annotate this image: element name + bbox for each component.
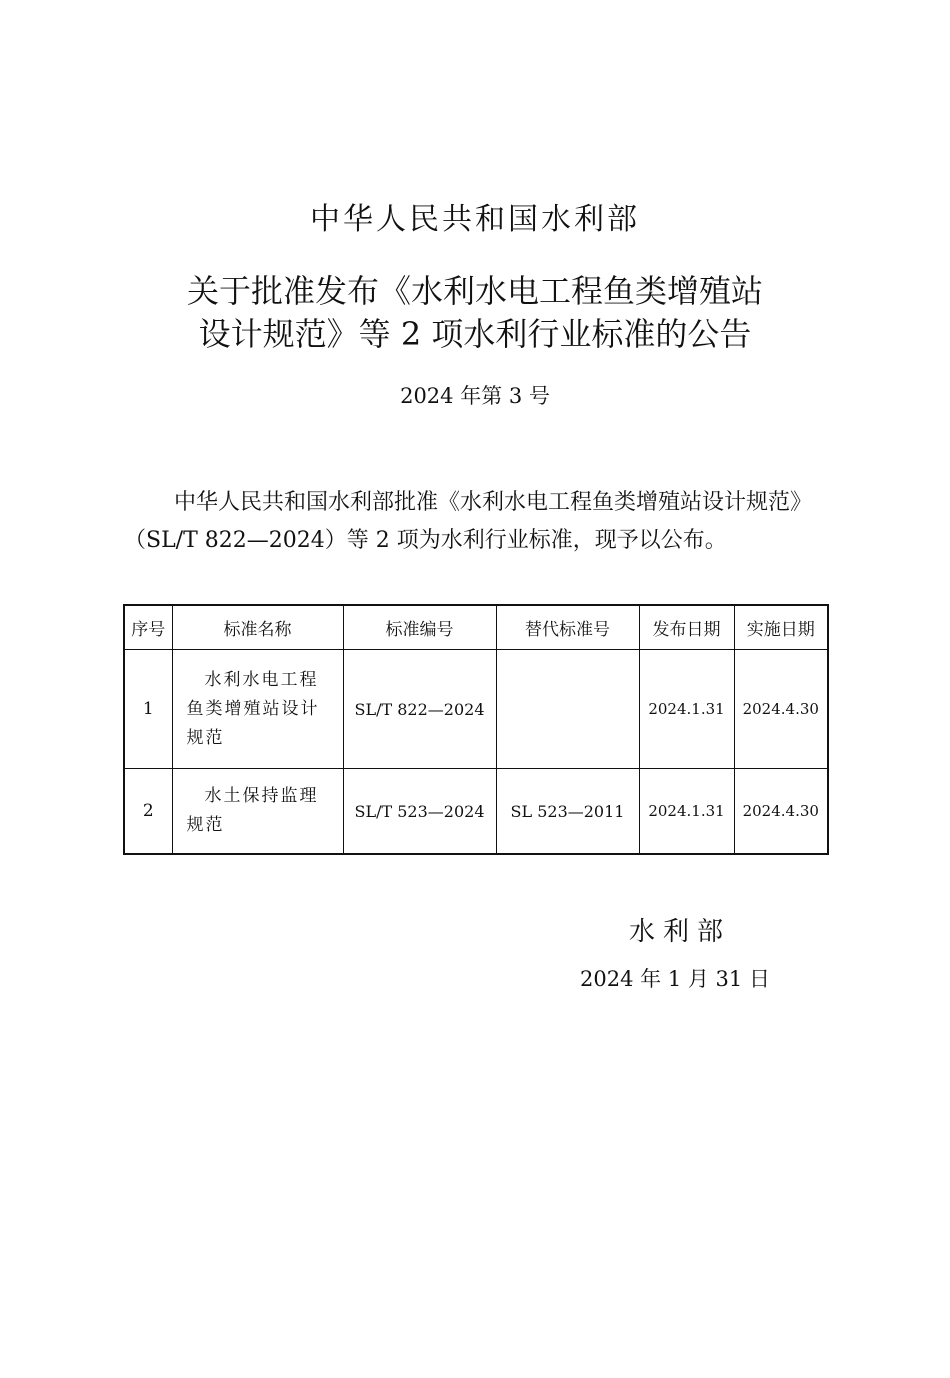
issue-number: 2024 年第 3 号 xyxy=(400,384,550,408)
cell-replaces xyxy=(496,650,639,769)
standards-table xyxy=(123,604,829,855)
cell-effective: 2024.4.30 xyxy=(734,650,828,769)
cell-name-text: 水利水电工程鱼类增殖站设计规范 xyxy=(186,669,320,748)
cell-name xyxy=(172,769,343,855)
cell-name xyxy=(172,650,343,769)
signature-ministry: 水利部 xyxy=(628,917,731,947)
cell-code: SL/T 822—2024 xyxy=(343,650,496,769)
announcement-body xyxy=(124,484,827,560)
cell-replaces: SL 523—2011 xyxy=(496,769,639,855)
announcement-title-line1: 关于批准发布《水利水电工程鱼类增殖站 xyxy=(186,272,763,310)
signature-date: 2024 年 1 月 31 日 xyxy=(580,967,770,991)
header-code: 标准编号 xyxy=(343,605,496,650)
announcement-title-line2: 设计规范》等 2 项水利行业标准的公告 xyxy=(198,315,752,353)
header-name: 标准名称 xyxy=(172,605,343,650)
cell-published: 2024.1.31 xyxy=(639,769,734,855)
cell-code: SL/T 523—2024 xyxy=(343,769,496,855)
announcement-text: 中华人民共和国水利部批准《水利水电工程鱼类增殖站设计规范》（SL/T 822—2024）等 2 项为水利行业标准，现予以公布。 xyxy=(124,490,813,553)
table-header-row xyxy=(124,605,828,650)
cell-effective: 2024.4.30 xyxy=(734,769,828,855)
table-row xyxy=(124,769,828,855)
cell-published: 2024.1.31 xyxy=(639,650,734,769)
header-published: 发布日期 xyxy=(639,605,734,650)
table-row xyxy=(124,650,828,769)
header-seq: 序号 xyxy=(124,605,172,650)
header-effective: 实施日期 xyxy=(734,605,828,650)
header-replaces: 替代标准号 xyxy=(496,605,639,650)
cell-name-text: 水土保持监理规范 xyxy=(186,786,319,835)
cell-seq: 2 xyxy=(124,769,172,855)
cell-seq: 1 xyxy=(124,650,172,769)
issuing-ministry: 中华人民共和国水利部 xyxy=(310,202,640,237)
